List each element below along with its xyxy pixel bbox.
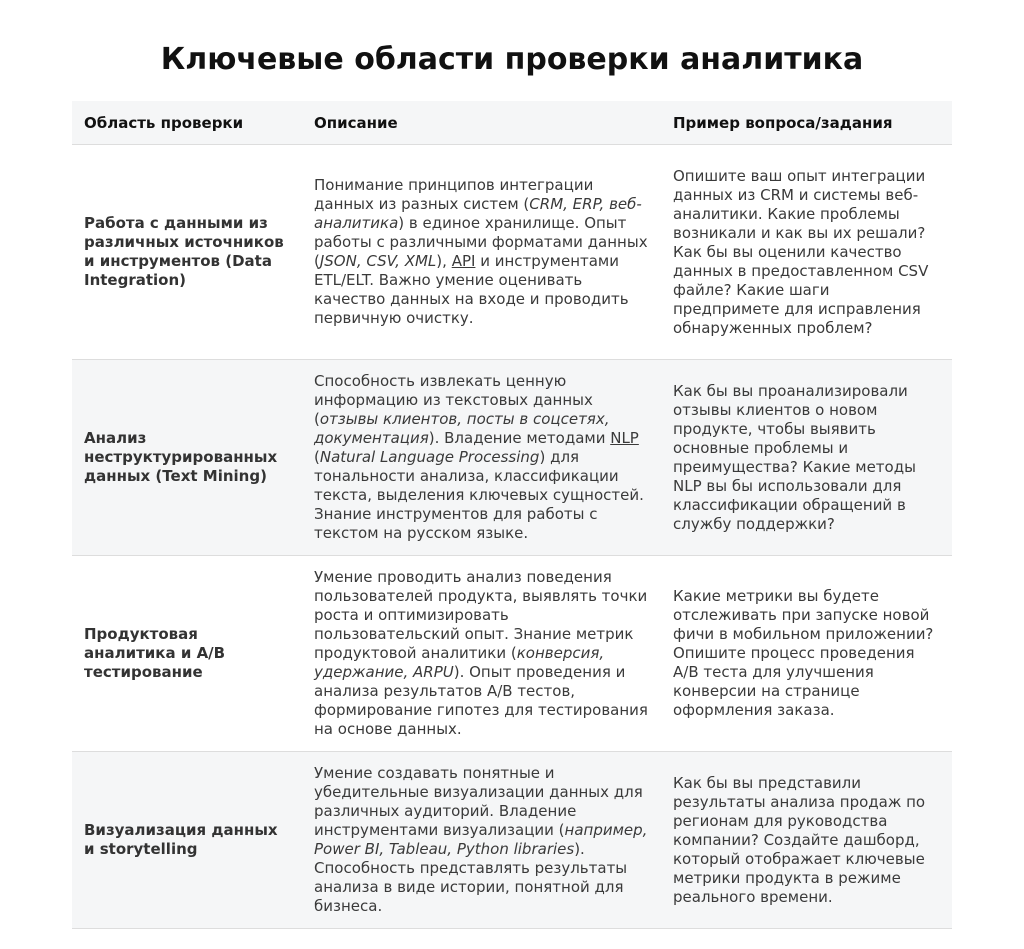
description-text: Умение проводить анализ поведения пользователей продукта, выявлять точки роста и оптимизировать пользовательский опыт. Знание метрик продуктовой аналитики ( <box>314 568 648 662</box>
table-row <box>72 360 952 556</box>
description-text: ). Опыт проведения и анализа результатов A/B тестов, формирование гипотез для тестирования на основе данных. <box>314 663 648 738</box>
description-text: ). Владение методами <box>428 429 611 447</box>
table-row <box>72 556 952 752</box>
description-cell <box>302 752 661 929</box>
description-text: ) в единое хранилище. Опыт работы с различными форматами данных ( <box>314 214 648 270</box>
description-italic: например, Power BI, Tableau, Python libraries <box>314 821 648 858</box>
table-row <box>72 145 952 360</box>
description-text: Понимание принципов интеграции данных из разных систем ( <box>314 176 594 213</box>
column-header-example: Пример вопроса/задания <box>661 101 952 145</box>
description-text: ), <box>436 252 452 270</box>
api-term: API <box>451 252 476 270</box>
description-text: ) для тональности анализа, классификации текста, выделения ключевых сущностей. Знание инструментов для работы с текстом на русском языке. <box>314 448 644 542</box>
area-cell: Анализ неструктурированных данных (Text Mining) <box>72 360 302 556</box>
example-cell: Как бы вы проанализировали отзывы клиентов о новом продукте, чтобы выявить основные проблемы и преимущества? Какие методы NLP вы бы использовали для классификации обращений в службу поддержки? <box>661 360 952 556</box>
page-title: Ключевые области проверки аналитика <box>160 42 864 77</box>
description-italic: конверсия, удержание, ARPU <box>314 644 605 681</box>
description-italic: CRM, ERP, веб-аналитика <box>314 195 642 232</box>
table-row <box>72 752 952 929</box>
description-text: ( <box>314 448 320 466</box>
description-cell <box>302 360 661 556</box>
column-header-description: Описание <box>302 101 661 145</box>
description-italic: Natural Language Processing <box>319 448 540 466</box>
description-text: ). Способность представлять результаты анализа в виде истории, понятной для бизнеса. <box>314 840 628 915</box>
nlp-term: NLP <box>610 429 639 447</box>
description-text: Умение создавать понятные и убедительные визуализации данных для различных аудиторий. Владение инструментами визуализации ( <box>314 764 643 839</box>
area-cell: Работа с данными из различных источников и инструментов (Data Integration) <box>72 145 302 360</box>
column-header-area: Область проверки <box>72 101 302 145</box>
example-cell: Какие метрики вы будете отслеживать при запуске новой фичи в мобильном приложении? Опишите процесс проведения A/B теста для улучшения конверсии на странице оформления заказа. <box>661 556 952 752</box>
description-italic: отзывы клиентов, посты в соцсетях, документация <box>314 410 610 447</box>
areas-table <box>72 101 952 929</box>
example-cell: Как бы вы представили результаты анализа продаж по регионам для руководства компании? Создайте дашборд, который отображает ключевые метрики продукта в режиме реального времени. <box>661 752 952 929</box>
description-text: и инструментами ETL/ELT. Важно умение оценивать качество данных на входе и проводить первичную очистку. <box>314 252 629 327</box>
area-cell: Продуктовая аналитика и A/B тестирование <box>72 556 302 752</box>
description-cell <box>302 556 661 752</box>
description-text: Способность извлекать ценную информацию из текстовых данных ( <box>314 372 593 428</box>
example-cell: Опишите ваш опыт интеграции данных из CRM и системы веб-аналитики. Какие проблемы возникали и как вы их решали? Как бы вы оценили качество данных в предоставленном CSV файле? Какие шаги предпримете для исправления обнаруженных проблем? <box>661 145 952 360</box>
area-cell: Визуализация данных и storytelling <box>72 752 302 929</box>
description-italic: JSON, CSV, XML <box>319 252 437 270</box>
table-header-row <box>72 101 952 145</box>
description-cell <box>302 145 661 360</box>
